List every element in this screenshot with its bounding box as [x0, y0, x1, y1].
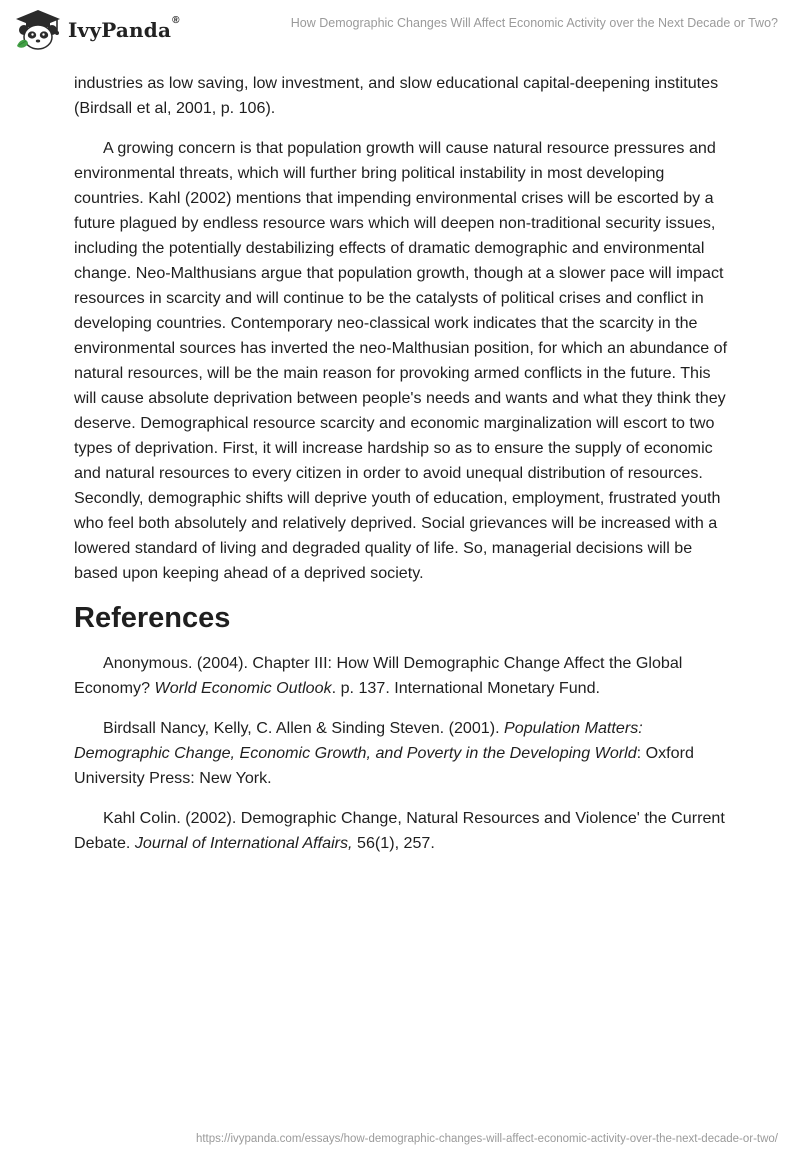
ivypanda-logo[interactable] — [14, 8, 180, 52]
reference-item: Anonymous. (2004). Chapter III: How Will Demographic Change Affect the Global Economy? World Economic Outlook. p. 137. International Monetary Fund. — [74, 654, 683, 697]
panda-graduate-icon — [14, 8, 62, 52]
body-paragraph: A growing concern is that population growth will cause natural resource pressures and environmental threats, which will further bring political instability in most developing countries. Kahl (2002) mentions that impending environmental crises will be escorted by a future plagued by endless resource wars which will deepen non-traditional security issues, including the potentially destabilizing effects of dramatic demographic and environmental change. Neo-Malthusians argue that population growth, though at a slower pace will impact resources in scarcity and will continue to be the catalysts of political crises and conflict in developing countries. Contemporary neo-classical work indicates that the scarcity in the environmental sources has inverted the neo-Malthusian position, for which an abundance of natural resources, will be the main reason for provoking armed conflicts in the future. This will cause absolute deprivation between people's needs and wants and what they think they deserve. Demographical resource scarcity and economic marginalization will escort to two types of deprivation. First, it will increase hardship so as to ensure the supply of economic and natural resources to every citizen in order to avoid unequal distribution of resources. Secondly, demographic shifts will deprive youth of education, employment, frustrated youth who feel both absolutely and relatively deprived. Social grievances will be increased with a lowered standard of living and degraded quality of life. So, managerial decisions will be based upon keeping ahead of a deprived society. — [74, 139, 728, 582]
page-header — [0, 0, 800, 64]
reference-item: Birdsall Nancy, Kelly, C. Allen & Sinding Steven. (2001). Population Matters: Demographic Change, Economic Growth, and Poverty in the Developing World: Oxford University Press: New York. — [74, 719, 694, 787]
reference-item: Kahl Colin. (2002). Demographic Change, Natural Resources and Violence' the Current Debate. Journal of International Affairs, 56(1), 257. — [74, 809, 725, 852]
references-heading: References — [74, 602, 231, 634]
essay-content — [74, 71, 734, 871]
document-title: How Demographic Changes Will Affect Economic Activity over the Next Decade or Two? — [290, 16, 778, 30]
body-paragraph-continued: industries as low saving, low investment, and slow educational capital-deepening institutes (Birdsall et al, 2001, p. 106). — [74, 74, 719, 117]
source-url[interactable]: https://ivypanda.com/essays/how-demographic-changes-will-affect-economic-activity-over-the-next-decade-or-two/ — [195, 1133, 778, 1145]
logo-wordmark: IvyPanda® — [68, 15, 180, 42]
